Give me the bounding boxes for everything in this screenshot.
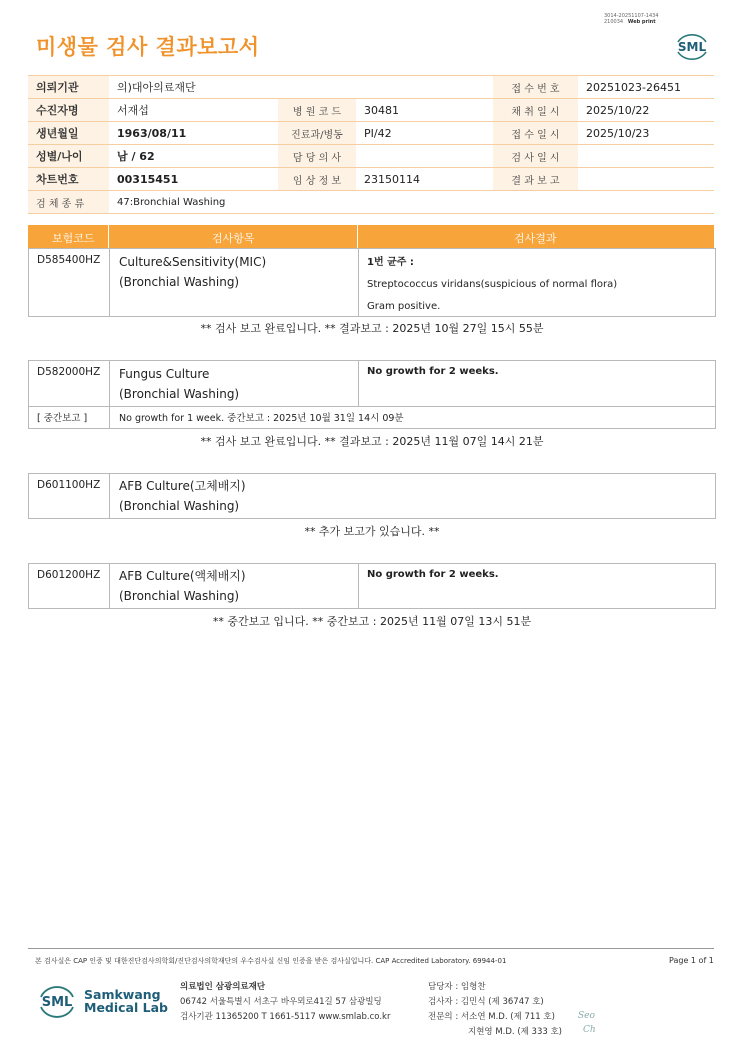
label-hospital-code: 병 원 코 드: [278, 99, 356, 122]
interim-text: No growth for 1 week. 중간보고 : 2025년 10월 31일 14시 09분: [119, 413, 404, 424]
result-code: D601200HZ: [37, 569, 101, 581]
value-name: 서재섭: [109, 99, 278, 122]
interim-label: [ 중간보고 ]: [37, 413, 88, 424]
header-item: 검사항목: [212, 232, 255, 245]
item-name: AFB Culture(고체배지): [119, 479, 246, 493]
result-line: 1번 균주 :: [367, 257, 414, 268]
sml-logo-icon: [36, 980, 78, 1022]
label-receipt-date: 접 수 일 시: [493, 122, 578, 145]
label-test-date: 검 사 일 시: [493, 145, 578, 168]
label-specimen: 검 체 종 류: [28, 191, 109, 214]
item-name: Fungus Culture: [119, 367, 210, 381]
item-name: AFB Culture(액체배지): [119, 569, 246, 583]
brand-name: [84, 988, 168, 1014]
corp-info: [180, 980, 390, 1025]
item-specimen: (Bronchial Washing): [119, 387, 240, 401]
value-sex-age: 남 / 62: [109, 145, 278, 168]
result-item: [119, 252, 266, 292]
result-line: Gram positive.: [367, 301, 441, 312]
value-test-date: [578, 145, 714, 168]
item-specimen: (Bronchial Washing): [119, 589, 240, 603]
results-header: [28, 225, 714, 248]
patient-row: [28, 99, 714, 122]
value-receipt-no: 20251023-26451: [578, 76, 714, 99]
staff-info: [428, 980, 562, 1040]
header-code: 보험코드: [52, 232, 95, 245]
value-specimen: 47:Bronchial Washing: [109, 191, 714, 214]
value-receipt-date: 2025/10/23: [578, 122, 714, 145]
label-report: 결 과 보 고: [493, 168, 578, 191]
label-dept: 진료과/병동: [278, 122, 356, 145]
corp-address: 06742 서울특별시 서초구 바우뫼로41길 57 삼광빌딩: [180, 997, 382, 1007]
patient-info-table: [28, 75, 714, 214]
value-chart: 00315451: [109, 168, 278, 191]
result-code: D582000HZ: [37, 366, 101, 378]
print-meta-code: 210034: [604, 19, 624, 25]
patient-row: [28, 76, 714, 99]
staff-line: 검사자 : 김민식 (제 36747 호): [428, 997, 544, 1007]
result-line: No growth for 2 weeks.: [367, 569, 499, 580]
result-block: [28, 563, 716, 609]
footer-divider: [28, 948, 714, 949]
value-clinical: 23150114: [356, 168, 493, 191]
report-notice: ** 검사 보고 완료입니다. ** 결과보고 : 2025년 10월 27일 15시 55분: [200, 322, 544, 335]
staff-line: 담당자 : 임형찬: [428, 982, 486, 992]
logo-text: SML: [677, 40, 707, 54]
label-name: 수진자명: [28, 99, 109, 122]
label-receipt-no: 접 수 번 호: [493, 76, 578, 99]
label-requester: 의뢰기관: [28, 76, 109, 99]
header-result: 검사결과: [514, 232, 557, 245]
signature: Seo: [578, 1011, 595, 1021]
result-item: [119, 364, 239, 404]
corp-contact: 검사기관 11365200 T 1661-5117 www.smlab.co.kr: [180, 1012, 391, 1022]
brand-line: Samkwang: [84, 987, 161, 1002]
brand-line: Medical Lab: [84, 1000, 168, 1015]
result-block: [28, 360, 716, 429]
print-meta-id: 3014-20251107-1434: [604, 13, 659, 19]
result-line: Streptococcus viridans(suspicious of normal flora): [367, 279, 618, 290]
staff-line: 지현영 M.D. (제 333 호): [468, 1027, 563, 1037]
value-collect-date: 2025/10/22: [578, 99, 714, 122]
result-block: [28, 473, 716, 519]
report-title: 미생물 검사 결과보고서: [36, 35, 260, 59]
report-notice: ** 추가 보고가 있습니다. **: [304, 525, 440, 538]
patient-row: [28, 191, 714, 214]
print-meta-mode: Web print: [627, 19, 656, 25]
label-chart: 차트번호: [28, 168, 109, 191]
corp-name: 의료법인 삼광의료재단: [180, 982, 266, 992]
staff-line: 전문의 : 서소연 M.D. (제 711 호): [428, 1012, 555, 1022]
certification-text: 본 검사실은 CAP 인증 및 대한진단검사의학회/진단검사의학재단의 우수검사실 신임 인증을 받은 검사실입니다. CAP Accredited Laboratory. 69944-01: [35, 957, 507, 965]
print-meta: [604, 13, 659, 25]
item-specimen: (Bronchial Washing): [119, 499, 240, 513]
patient-row: [28, 168, 714, 191]
value-requester: 의)대아의료재단: [109, 76, 493, 99]
report-notice: ** 중간보고 입니다. ** 중간보고 : 2025년 11월 07일 13시 51분: [212, 615, 532, 628]
label-sex-age: 성별/나이: [28, 145, 109, 168]
result-item: [119, 476, 246, 516]
result-block: [28, 248, 716, 317]
result-code: D601100HZ: [37, 479, 101, 491]
item-specimen: (Bronchial Washing): [119, 275, 240, 289]
result-line: No growth for 2 weeks.: [367, 366, 499, 377]
value-hospital-code: 30481: [356, 99, 493, 122]
logo-text: SML: [41, 995, 73, 1010]
sml-logo-icon: [672, 26, 712, 66]
label-birth: 생년월일: [28, 122, 109, 145]
value-doctor: [356, 145, 493, 168]
signature: Ch: [583, 1025, 596, 1035]
patient-row: [28, 145, 714, 168]
report-notice: ** 검사 보고 완료입니다. ** 결과보고 : 2025년 11월 07일 14시 21분: [200, 435, 544, 448]
value-birth: 1963/08/11: [109, 122, 278, 145]
label-doctor: 담 당 의 사: [278, 145, 356, 168]
result-code: D585400HZ: [37, 254, 101, 266]
label-clinical: 임 상 정 보: [278, 168, 356, 191]
value-report: [578, 168, 714, 191]
label-collect-date: 채 취 일 시: [493, 99, 578, 122]
result-item: [119, 566, 246, 606]
value-dept: PI/42: [356, 122, 493, 145]
patient-row: [28, 122, 714, 145]
item-name: Culture&Sensitivity(MIC): [119, 255, 267, 269]
page-number: Page 1 of 1: [669, 956, 714, 965]
result-values: [367, 252, 617, 318]
